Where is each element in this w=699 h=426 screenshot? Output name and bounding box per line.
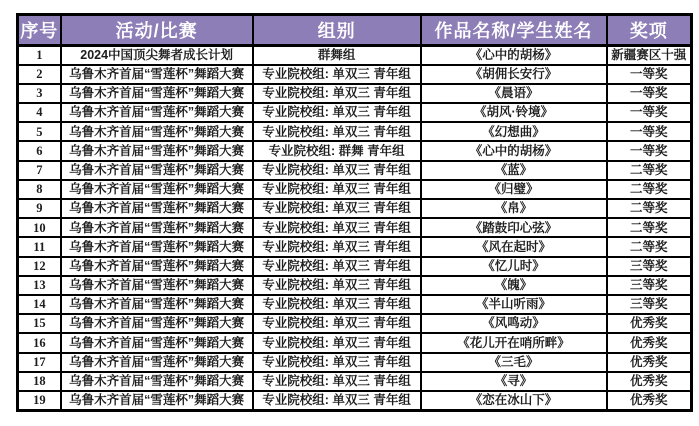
cell-group: 专业院校组: 单双三 青年组	[253, 84, 421, 103]
cell-activity: 乌鲁木齐首届“雪莲杯”舞蹈大赛	[61, 122, 253, 141]
cell-serial-number: 1	[18, 46, 61, 65]
cell-group: 专业院校组: 单双三 青年组	[253, 295, 421, 314]
cell-award: 一等奖	[607, 84, 692, 103]
cell-group: 专业院校组: 单双三 青年组	[253, 122, 421, 141]
cell-serial-number: 13	[18, 276, 61, 295]
cell-activity: 2024中国顶尖舞者成长计划	[61, 46, 253, 65]
cell-activity: 乌鲁木齐首届“雪莲杯”舞蹈大赛	[61, 391, 253, 410]
cell-award: 二等奖	[607, 161, 692, 180]
cell-activity: 乌鲁木齐首届“雪莲杯”舞蹈大赛	[61, 314, 253, 333]
cell-group: 专业院校组: 单双三 青年组	[253, 353, 421, 372]
cell-work-title: 《晨语》	[421, 84, 607, 103]
header-activity-competition: 活动/比赛	[61, 15, 253, 46]
cell-group: 专业院校组: 单双三 青年组	[253, 161, 421, 180]
cell-serial-number: 16	[18, 333, 61, 352]
header-work-student-name: 作品名称/学生姓名	[421, 15, 607, 46]
cell-activity: 乌鲁木齐首届“雪莲杯”舞蹈大赛	[61, 161, 253, 180]
cell-award: 一等奖	[607, 141, 692, 160]
cell-group: 专业院校组: 群舞 青年组	[253, 141, 421, 160]
award-results-table	[16, 13, 693, 412]
cell-serial-number: 9	[18, 199, 61, 218]
cell-serial-number: 11	[18, 237, 61, 256]
cell-serial-number: 12	[18, 257, 61, 276]
cell-award: 二等奖	[607, 199, 692, 218]
table-row	[18, 141, 692, 160]
cell-work-title: 《花儿开在哨所畔》	[421, 333, 607, 352]
cell-activity: 乌鲁木齐首届“雪莲杯”舞蹈大赛	[61, 141, 253, 160]
cell-group: 专业院校组: 单双三 青年组	[253, 276, 421, 295]
cell-award: 二等奖	[607, 237, 692, 256]
table-row	[18, 161, 692, 180]
table-row	[18, 65, 692, 84]
cell-serial-number: 18	[18, 372, 61, 391]
cell-work-title: 《魄》	[421, 276, 607, 295]
table-row	[18, 199, 692, 218]
cell-activity: 乌鲁木齐首届“雪莲杯”舞蹈大赛	[61, 237, 253, 256]
cell-serial-number: 5	[18, 122, 61, 141]
cell-group: 专业院校组: 单双三 青年组	[253, 65, 421, 84]
cell-activity: 乌鲁木齐首届“雪莲杯”舞蹈大赛	[61, 333, 253, 352]
cell-award: 三等奖	[607, 257, 692, 276]
header-award: 奖项	[607, 15, 692, 46]
table-row	[18, 218, 692, 237]
cell-award: 优秀奖	[607, 372, 692, 391]
cell-group: 专业院校组: 单双三 青年组	[253, 333, 421, 352]
table-row	[18, 372, 692, 391]
cell-activity: 乌鲁木齐首届“雪莲杯”舞蹈大赛	[61, 257, 253, 276]
cell-work-title: 《风鸣动》	[421, 314, 607, 333]
cell-award: 一等奖	[607, 103, 692, 122]
table-row	[18, 122, 692, 141]
cell-group: 专业院校组: 单双三 青年组	[253, 391, 421, 410]
cell-group: 专业院校组: 单双三 青年组	[253, 180, 421, 199]
cell-activity: 乌鲁木齐首届“雪莲杯”舞蹈大赛	[61, 353, 253, 372]
cell-award: 三等奖	[607, 295, 692, 314]
cell-group: 专业院校组: 单双三 青年组	[253, 103, 421, 122]
cell-work-title: 《心中的胡杨》	[421, 46, 607, 65]
cell-activity: 乌鲁木齐首届“雪莲杯”舞蹈大赛	[61, 199, 253, 218]
table-row	[18, 180, 692, 199]
cell-serial-number: 3	[18, 84, 61, 103]
cell-work-title: 《风在起时》	[421, 237, 607, 256]
cell-work-title: 《三毛》	[421, 353, 607, 372]
cell-group: 专业院校组: 单双三 青年组	[253, 372, 421, 391]
cell-award: 优秀奖	[607, 314, 692, 333]
cell-award: 二等奖	[607, 218, 692, 237]
cell-serial-number: 14	[18, 295, 61, 314]
table-row	[18, 103, 692, 122]
table-header-row	[18, 15, 692, 46]
cell-award: 二等奖	[607, 180, 692, 199]
cell-activity: 乌鲁木齐首届“雪莲杯”舞蹈大赛	[61, 218, 253, 237]
cell-work-title: 《忆儿时》	[421, 257, 607, 276]
cell-activity: 乌鲁木齐首届“雪莲杯”舞蹈大赛	[61, 84, 253, 103]
cell-group: 专业院校组: 单双三 青年组	[253, 257, 421, 276]
cell-serial-number: 17	[18, 353, 61, 372]
cell-activity: 乌鲁木齐首届“雪莲杯”舞蹈大赛	[61, 65, 253, 84]
table-row	[18, 237, 692, 256]
cell-award: 三等奖	[607, 276, 692, 295]
cell-serial-number: 15	[18, 314, 61, 333]
cell-work-title: 《半山听雨》	[421, 295, 607, 314]
cell-award: 一等奖	[607, 65, 692, 84]
cell-serial-number: 4	[18, 103, 61, 122]
cell-serial-number: 2	[18, 65, 61, 84]
header-serial-number: 序号	[18, 15, 61, 46]
cell-activity: 乌鲁木齐首届“雪莲杯”舞蹈大赛	[61, 180, 253, 199]
cell-activity: 乌鲁木齐首届“雪莲杯”舞蹈大赛	[61, 103, 253, 122]
table-row	[18, 391, 692, 410]
cell-group: 专业院校组: 单双三 青年组	[253, 314, 421, 333]
table-row	[18, 295, 692, 314]
cell-group: 群舞组	[253, 46, 421, 65]
cell-work-title: 《踏鼓印心弦》	[421, 218, 607, 237]
cell-award: 优秀奖	[607, 353, 692, 372]
cell-activity: 乌鲁木齐首届“雪莲杯”舞蹈大赛	[61, 276, 253, 295]
cell-award: 优秀奖	[607, 391, 692, 410]
cell-work-title: 《寻》	[421, 372, 607, 391]
cell-work-title: 《蓝》	[421, 161, 607, 180]
cell-serial-number: 10	[18, 218, 61, 237]
table-row	[18, 353, 692, 372]
cell-work-title: 《幻想曲》	[421, 122, 607, 141]
header-group: 组别	[253, 15, 421, 46]
table-row	[18, 257, 692, 276]
cell-serial-number: 19	[18, 391, 61, 410]
cell-award: 优秀奖	[607, 333, 692, 352]
cell-activity: 乌鲁木齐首届“雪莲杯”舞蹈大赛	[61, 372, 253, 391]
cell-serial-number: 8	[18, 180, 61, 199]
table-row	[18, 276, 692, 295]
table-row	[18, 314, 692, 333]
table-row	[18, 46, 692, 65]
cell-group: 专业院校组: 单双三 青年组	[253, 199, 421, 218]
cell-work-title: 《恋在冰山下》	[421, 391, 607, 410]
cell-work-title: 《帛》	[421, 199, 607, 218]
table-row	[18, 84, 692, 103]
cell-work-title: 《归璧》	[421, 180, 607, 199]
table-row	[18, 333, 692, 352]
table-body	[18, 46, 692, 411]
cell-serial-number: 7	[18, 161, 61, 180]
cell-serial-number: 6	[18, 141, 61, 160]
cell-award: 一等奖	[607, 122, 692, 141]
cell-work-title: 《胡风·铃境》	[421, 103, 607, 122]
cell-work-title: 《胡佣长安行》	[421, 65, 607, 84]
cell-group: 专业院校组: 单双三 青年组	[253, 218, 421, 237]
cell-award: 新疆赛区十强	[607, 46, 692, 65]
cell-work-title: 《心中的胡杨》	[421, 141, 607, 160]
cell-activity: 乌鲁木齐首届“雪莲杯”舞蹈大赛	[61, 295, 253, 314]
cell-group: 专业院校组: 单双三 青年组	[253, 237, 421, 256]
